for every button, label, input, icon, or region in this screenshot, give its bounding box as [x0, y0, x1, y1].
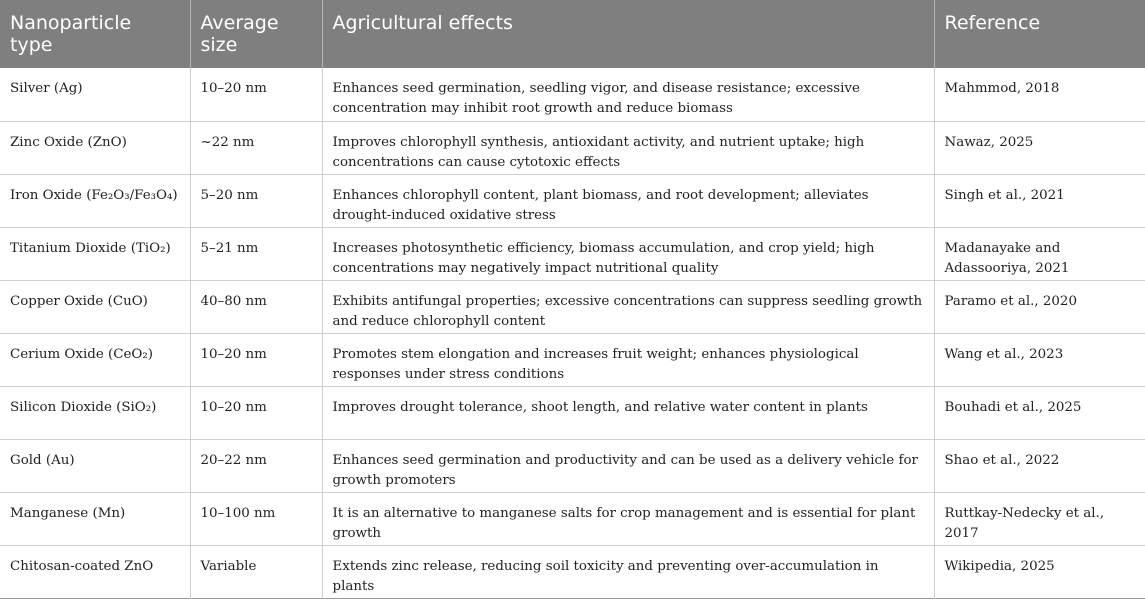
cell-effects: Enhances seed germination and productivity and can be used as a delivery vehicle for growth promoters [322, 439, 934, 492]
table-row [0, 492, 1145, 545]
cell-effects: Increases photosynthetic efficiency, biomass accumulation, and crop yield; high concentrations may negatively impact nutritional quality [322, 227, 934, 280]
cell-size: 5–20 nm [190, 174, 322, 227]
header-reference: Reference [944, 12, 1041, 34]
cell-effects: Enhances seed germination, seedling vigor, and disease resistance; excessive concentration may inhibit root growth and reduce biomass [322, 68, 934, 121]
cell-reference: Mahmmod, 2018 [944, 81, 1060, 96]
cell-effects: Enhances chlorophyll content, plant biomass, and root development; alleviates drought-induced oxidative stress [322, 174, 934, 227]
header-size: Average size [190, 0, 322, 68]
cell-size: 10–100 nm [190, 492, 322, 545]
cell-size: 5–21 nm [190, 227, 322, 280]
table-row [0, 174, 1145, 227]
table-row [0, 280, 1145, 333]
cell-effects: Exhibits antifungal properties; excessive concentrations can suppress seedling growth and reduce chlorophyll content [322, 280, 934, 333]
cell-reference: Shao et al., 2022 [944, 452, 1060, 468]
cell-reference: Paramo et al., 2020 [944, 293, 1077, 309]
cell-effects: It is an alternative to manganese salts for crop management and is essential for plant growth [322, 492, 934, 545]
cell-type: Silver (Ag) [0, 68, 190, 121]
cell-type: Gold (Au) [0, 439, 190, 492]
cell-type: Titanium Dioxide (TiO₂) [0, 227, 190, 280]
cell-reference: Nawaz, 2025 [944, 134, 1034, 150]
cell-reference: Ruttkay-Nedecky et al., 2017 [944, 505, 1105, 541]
cell-type: Copper Oxide (CuO) [0, 280, 190, 333]
cell-size: Variable [190, 545, 322, 598]
cell-type: Manganese (Mn) [0, 492, 190, 545]
table-row [0, 68, 1145, 121]
cell-effects: Extends zinc release, reducing soil toxicity and preventing over-accumulation in plants [322, 545, 934, 598]
cell-reference: Singh et al., 2021 [944, 187, 1065, 203]
table-row [0, 439, 1145, 492]
header-effects: Agricultural effects [322, 0, 934, 68]
cell-size: 10–20 nm [190, 333, 322, 386]
cell-effects: Improves chlorophyll synthesis, antioxidant activity, and nutrient uptake; high concentrations can cause cytotoxic effects [322, 121, 934, 174]
header-type: Nanoparticle type [0, 0, 190, 68]
table-row [0, 333, 1145, 386]
cell-reference: Wang et al., 2023 [944, 346, 1064, 362]
cell-reference: Madanayake and Adassooriya, 2021 [944, 240, 1070, 276]
table-body [0, 68, 1145, 598]
table-row [0, 227, 1145, 280]
header-row [0, 0, 1145, 68]
cell-effects: Promotes stem elongation and increases fruit weight; enhances physiological responses under stress conditions [322, 333, 934, 386]
cell-type: Cerium Oxide (CeO₂) [0, 333, 190, 386]
cell-type: Zinc Oxide (ZnO) [0, 121, 190, 174]
cell-size: 40–80 nm [190, 280, 322, 333]
cell-type: Chitosan-coated ZnO [0, 545, 190, 598]
cell-reference: Bouhadi et al., 2025 [944, 399, 1082, 415]
table-header [0, 0, 1145, 68]
cell-size: 20–22 nm [190, 439, 322, 492]
cell-size: ~22 nm [190, 121, 322, 174]
table-row [0, 545, 1145, 598]
cell-effects: Improves drought tolerance, shoot length, and relative water content in plants [322, 386, 934, 439]
table-row [0, 386, 1145, 439]
cell-type: Iron Oxide (Fe₂O₃/Fe₃O₄) [0, 174, 190, 227]
cell-type: Silicon Dioxide (SiO₂) [0, 386, 190, 439]
cell-reference: Wikipedia, 2025 [944, 558, 1055, 574]
cell-size: 10–20 nm [190, 386, 322, 439]
cell-size: 10–20 nm [190, 68, 322, 121]
table-row [0, 121, 1145, 174]
